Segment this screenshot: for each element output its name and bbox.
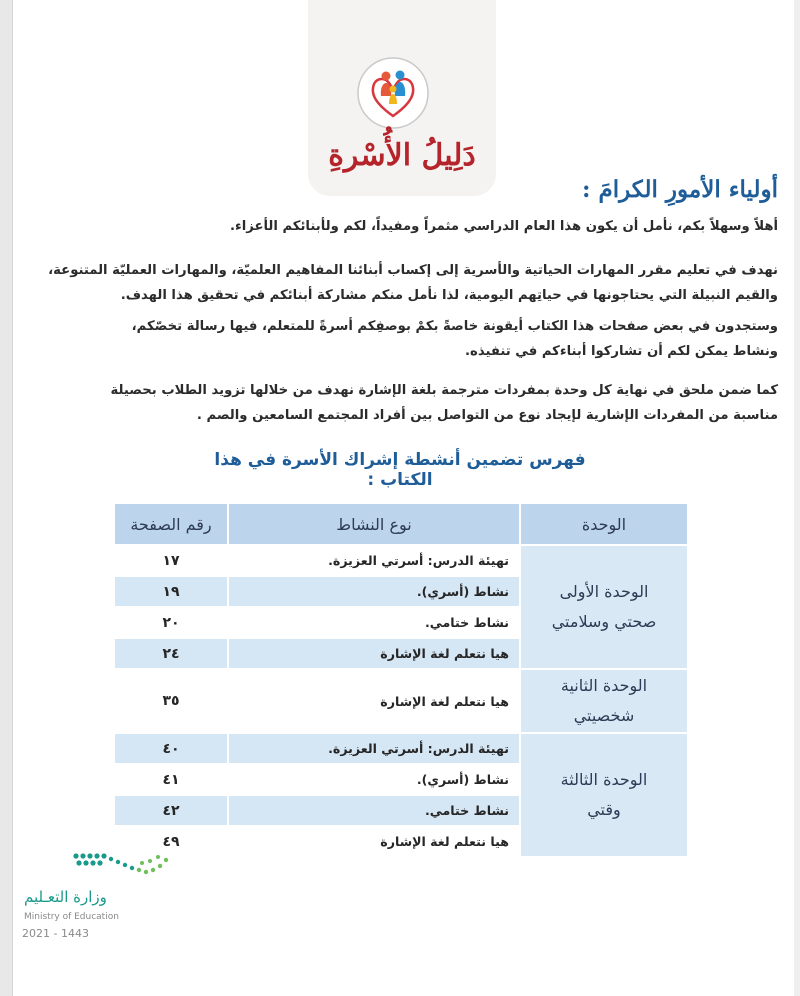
header-page: رقم الصفحة xyxy=(115,504,227,544)
paragraph-line: أهلاً وسهلاً بكم، نأمل أن يكون هذا العام الدراسي مثمراً ومفيداً، لكم ولأبنائكم الأعزاء. xyxy=(229,219,778,234)
activity-cell: تهيئة الدرس: أسرتي العزيزة. xyxy=(229,734,519,763)
page-cell: ٤٩ xyxy=(115,827,227,856)
table-row xyxy=(115,734,687,763)
paragraph-line: مناسبة من المفردات الإشارية لإيجاد نوع من التواصل بين أفراد المجتمع السامعين والصم . xyxy=(196,408,778,423)
ministry-name-arabic: وزارة التعـليم xyxy=(24,888,107,906)
page-cell: ٤٠ xyxy=(115,734,227,763)
activity-cell: تهيئة الدرس: أسرتي العزيزة. xyxy=(229,546,519,575)
paragraph-line: والقيم النبيلة التي يحتاجونها في حياتِهم اليومية، لذا نأمل منكم مشاركة أبنائكم في تحقيق هذا الهدف. xyxy=(120,288,778,303)
paragraph-line: ونشاط يمكن لكم أن تشاركوا أبناءكم في تنفيذه. xyxy=(465,344,778,359)
table-row xyxy=(115,546,687,575)
ministry-name-english: Ministry of Education xyxy=(24,912,119,922)
activity-cell: نشاط (أسري). xyxy=(229,577,519,606)
unit-name: الوحدة الأولى xyxy=(559,582,649,601)
edition-year: 2021 - 1443 xyxy=(22,927,89,940)
paragraph-sign-language xyxy=(18,378,778,428)
unit-cell xyxy=(521,546,687,668)
page-right-edge xyxy=(794,0,800,996)
unit-subtitle: وقتي xyxy=(587,800,621,819)
table-header-row xyxy=(115,504,687,544)
guide-title: دَلِيلُ الأُسْرةِ xyxy=(328,138,476,173)
index-heading: فهرس تضمين أنشطة إشراك الأسرة في هذا الكتاب : xyxy=(214,450,586,490)
paragraph-line: كما ضمن ملحق في نهاية كل وحدة بمفردات مترجمة بلغة الإشارة نهدف من خلالها تزويد الطلاب بحصيلة xyxy=(110,383,778,398)
unit-name: الوحدة الثانية xyxy=(560,676,648,695)
paragraph-icon-note xyxy=(18,314,778,364)
page-cell: ١٩ xyxy=(115,577,227,606)
activity-cell: نشاط (أسري). xyxy=(229,765,519,794)
header-unit: الوحدة xyxy=(521,504,687,544)
page-cell: ٢٤ xyxy=(115,639,227,668)
table-row xyxy=(115,670,687,732)
page-cell: ١٧ xyxy=(115,546,227,575)
page-left-edge xyxy=(0,0,13,996)
page-cell: ٤١ xyxy=(115,765,227,794)
unit-cell xyxy=(521,670,687,732)
paragraph-welcome xyxy=(18,214,778,239)
activity-cell: هيا نتعلم لغة الإشارة xyxy=(229,639,519,668)
paragraph-line: نهدف في تعليم مقرر المهارات الحياتية والأسرية إلى إكساب أبنائنا المفاهيم العلميّة، والمهارات العمليّة المتنوعة، xyxy=(48,263,778,278)
greeting-heading: أولياء الأمورِ الكرامَ : xyxy=(581,176,778,203)
activity-cell: هيا نتعلم لغة الإشارة xyxy=(229,670,519,732)
page-cell: ٢٠ xyxy=(115,608,227,637)
paragraph-goal xyxy=(18,258,778,308)
page-cell: ٤٢ xyxy=(115,796,227,825)
family-activities-index-table xyxy=(113,502,689,858)
page-cell: ٣٥ xyxy=(115,670,227,732)
unit-subtitle: شخصيتي xyxy=(573,706,635,725)
ministry-logo-icon xyxy=(70,848,170,884)
unit-cell xyxy=(521,734,687,856)
family-heart-icon xyxy=(356,56,430,130)
activity-cell: هيا نتعلم لغة الإشارة xyxy=(229,827,519,856)
unit-subtitle: صحتي وسلامتي xyxy=(551,612,657,631)
paragraph-line: وستجدون في بعض صفحات هذا الكتاب أيقونة خاصةً بكمْ بوصفِكم أسرةً للمتعلم، فيها رسالة تخصّكم، xyxy=(131,319,778,334)
activity-cell: نشاط ختامي. xyxy=(229,796,519,825)
unit-name: الوحدة الثالثة xyxy=(560,770,648,789)
header-activity: نوع النشاط xyxy=(229,504,519,544)
activity-cell: نشاط ختامي. xyxy=(229,608,519,637)
